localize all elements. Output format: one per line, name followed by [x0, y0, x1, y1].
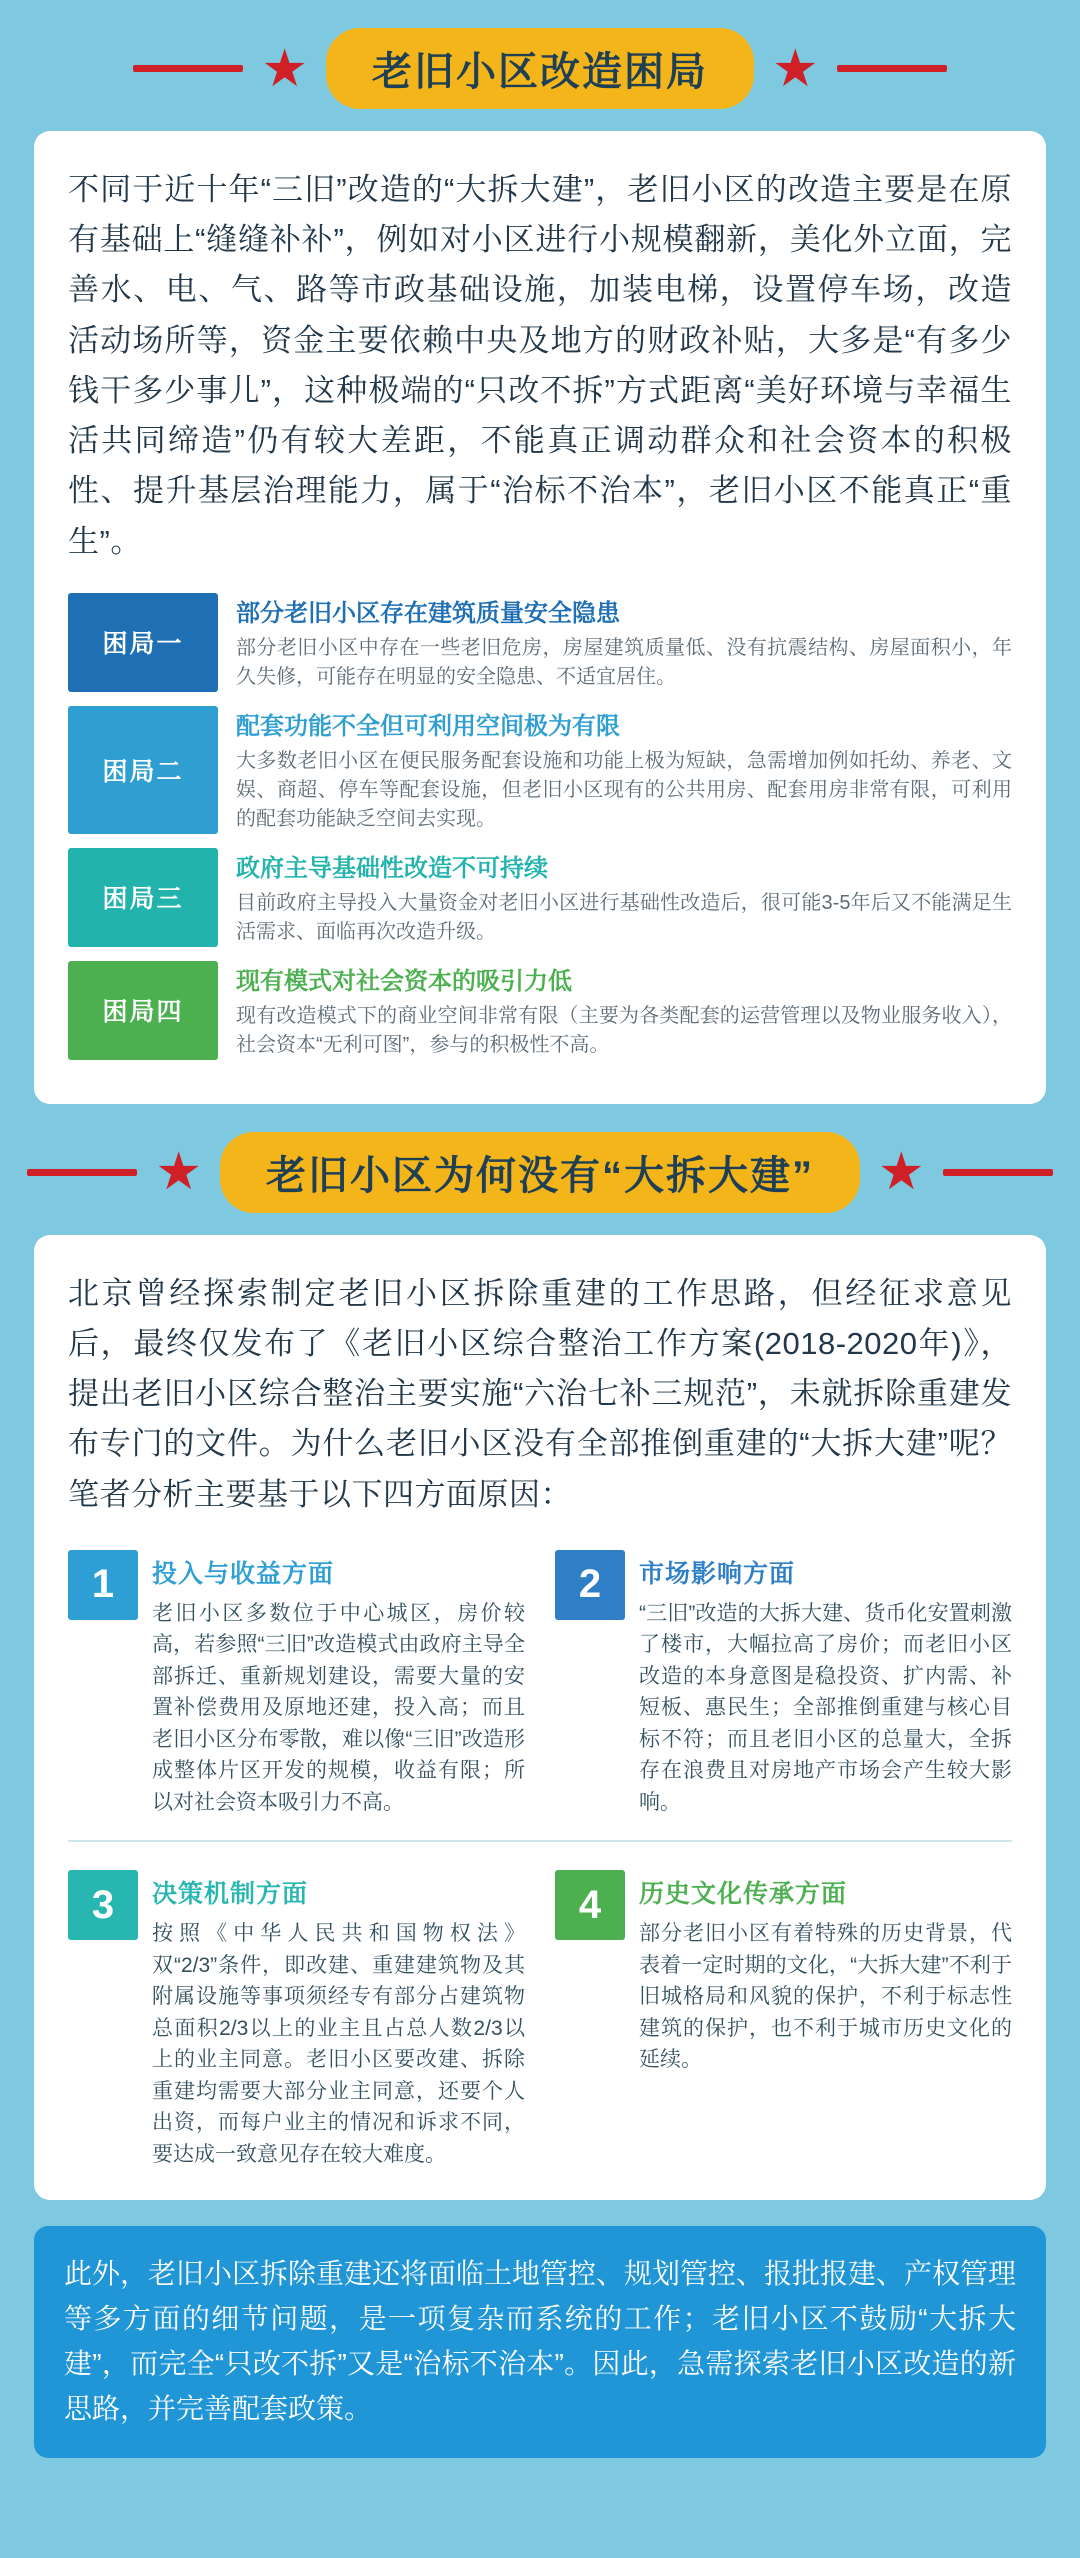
trouble-title-4: 现有模式对社会资本的吸引力低: [236, 967, 572, 995]
trouble-title-2: 配套功能不全但可利用空间极为有限: [236, 712, 620, 740]
reason-number-4: 4: [555, 1870, 625, 1940]
star-icon-left: ★: [261, 39, 308, 98]
trouble-item: [68, 706, 1012, 834]
reason-text-2: “三旧”改造的大拆大建、货币化安置刺激了楼市，大幅拉高了房价；而老旧小区改造的本身意图是稳投资、扩内需、补短板、惠民生；全部推倒重建与核心目标不符；而且老旧小区的总量大，全拆存在浪费且对房地产市场会产生较大影响。: [639, 1601, 1012, 1814]
trouble-item: [68, 961, 1012, 1060]
section1-heading: [0, 0, 1080, 131]
trouble-badge-1: 困局一: [68, 593, 218, 692]
trouble-text-4: 现有改造模式下的商业空间非常有限（主要为各类配套的运营管理以及物业服务收入），社会资本“无利可图”，参与的积极性不高。: [236, 1004, 1012, 1056]
reason-item: [68, 1550, 525, 1819]
trouble-badge-4: 困局四: [68, 961, 218, 1060]
section1-title: 老旧小区改造困局: [326, 28, 754, 109]
reason-text-3: 按照《中华人民共和国物权法》双“2/3”条件，即改建、重建建筑物及其附属设施等事项须经专有部分占建筑物总面积2/3以上的业主且占总人数2/3以上的业主同意。老旧小区要改建、拆除重建均需要大部分业主同意，还要个人出资，而每户业主的情况和诉求不同，要达成一致意见存在较大难度。: [152, 1922, 525, 2166]
star-icon-right: ★: [878, 1143, 925, 1202]
reason-title-3: 决策机制方面: [152, 1880, 309, 1909]
reason-grid: [68, 1550, 1012, 2171]
heading-rule-left: [27, 1169, 137, 1176]
reason-number-2: 2: [555, 1550, 625, 1620]
reason-item: [68, 1870, 525, 2170]
reason-text-4: 部分老旧小区有着特殊的历史背景，代表着一定时期的文化，“大拆大建”不利于旧城格局和风貌的保护，不利于标志性建筑的保护，也不利于城市历史文化的延续。: [639, 1922, 1012, 2072]
section2-heading: [0, 1104, 1080, 1235]
star-icon-left: ★: [155, 1143, 202, 1202]
heading-rule-right: [943, 1169, 1053, 1176]
reason-title-4: 历史文化传承方面: [639, 1880, 848, 1909]
trouble-title-1: 部分老旧小区存在建筑质量安全隐患: [236, 599, 620, 627]
reason-number-1: 1: [68, 1550, 138, 1620]
section1-card: [34, 131, 1046, 1104]
reason-title-2: 市场影响方面: [639, 1559, 796, 1588]
trouble-item: [68, 593, 1012, 692]
reason-title-1: 投入与收益方面: [152, 1559, 335, 1588]
section1-paragraph: 不同于近十年“三旧”改造的“大拆大建”，老旧小区的改造主要是在原有基础上“缝缝补补”，例如对小区进行小规模翻新，美化外立面，完善水、电、气、路等市政基础设施，加装电梯，设置停车场，改造活动场所等，资金主要依赖中央及地方的财政补贴，大多是“有多少钱干多少事儿”，这种极端的“只改不拆”方式距离“美好环境与幸福生活共同缔造”仍有较大差距，不能真正调动群众和社会资本的积极性、提升基层治理能力，属于“治标不治本”，老旧小区不能真正“重生”。: [68, 172, 1012, 559]
reason-text-1: 老旧小区多数位于中心城区，房价较高，若参照“三旧”改造模式由政府主导全部拆迁、重新规划建设，需要大量的安置补偿费用及原地还建，投入高；而且老旧小区分布零散，难以像“三旧”改造形成整体片区开发的规模，收益有限；所以对社会资本吸引力不高。: [152, 1601, 525, 1814]
trouble-badge-3: 困局三: [68, 848, 218, 947]
trouble-badge-2: 困局二: [68, 706, 218, 834]
reason-number-3: 3: [68, 1870, 138, 1940]
heading-rule-left: [133, 65, 243, 72]
trouble-item: [68, 848, 1012, 947]
heading-rule-right: [837, 65, 947, 72]
section2-title: 老旧小区为何没有“大拆大建”: [220, 1132, 860, 1213]
trouble-text-3: 目前政府主导投入大量资金对老旧小区进行基础性改造后，很可能3-5年后又不能满足生活需求、面临再次改造升级。: [236, 891, 1012, 943]
star-icon-right: ★: [772, 39, 819, 98]
reason-item: [555, 1550, 1012, 1819]
trouble-text-1: 部分老旧小区中存在一些老旧危房，房屋建筑质量低、没有抗震结构、房屋面积小，年久失修，可能存在明显的安全隐患、不适宜居住。: [236, 636, 1012, 688]
reason-divider: [68, 1840, 1012, 1848]
trouble-title-3: 政府主导基础性改造不可持续: [236, 854, 548, 882]
section2-paragraph: 北京曾经探索制定老旧小区拆除重建的工作思路，但经征求意见后，最终仅发布了《老旧小区综合整治工作方案(2018-2020年)》，提出老旧小区综合整治主要实施“六治七补三规范”，未就拆除重建发布专门的文件。为什么老旧小区没有全部推倒重建的“大拆大建”呢？笔者分析主要基于以下四方面原因：: [68, 1275, 1012, 1512]
reason-item: [555, 1870, 1012, 2170]
trouble-list: [68, 593, 1012, 1060]
section2-card: [34, 1235, 1046, 2201]
bottom-note: 此外，老旧小区拆除重建还将面临土地管控、规划管控、报批报建、产权管理等多方面的细节问题，是一项复杂而系统的工作；老旧小区不鼓励“大拆大建”，而完全“只改不拆”又是“治标不治本”。因此，急需探索老旧小区改造的新思路，并完善配套政策。: [34, 2226, 1046, 2457]
trouble-text-2: 大多数老旧小区在便民服务配套设施和功能上极为短缺，急需增加例如托幼、养老、文娱、商超、停车等配套设施，但老旧小区现有的公共用房、配套用房非常有限，可利用的配套功能缺乏空间去实现。: [236, 749, 1012, 830]
